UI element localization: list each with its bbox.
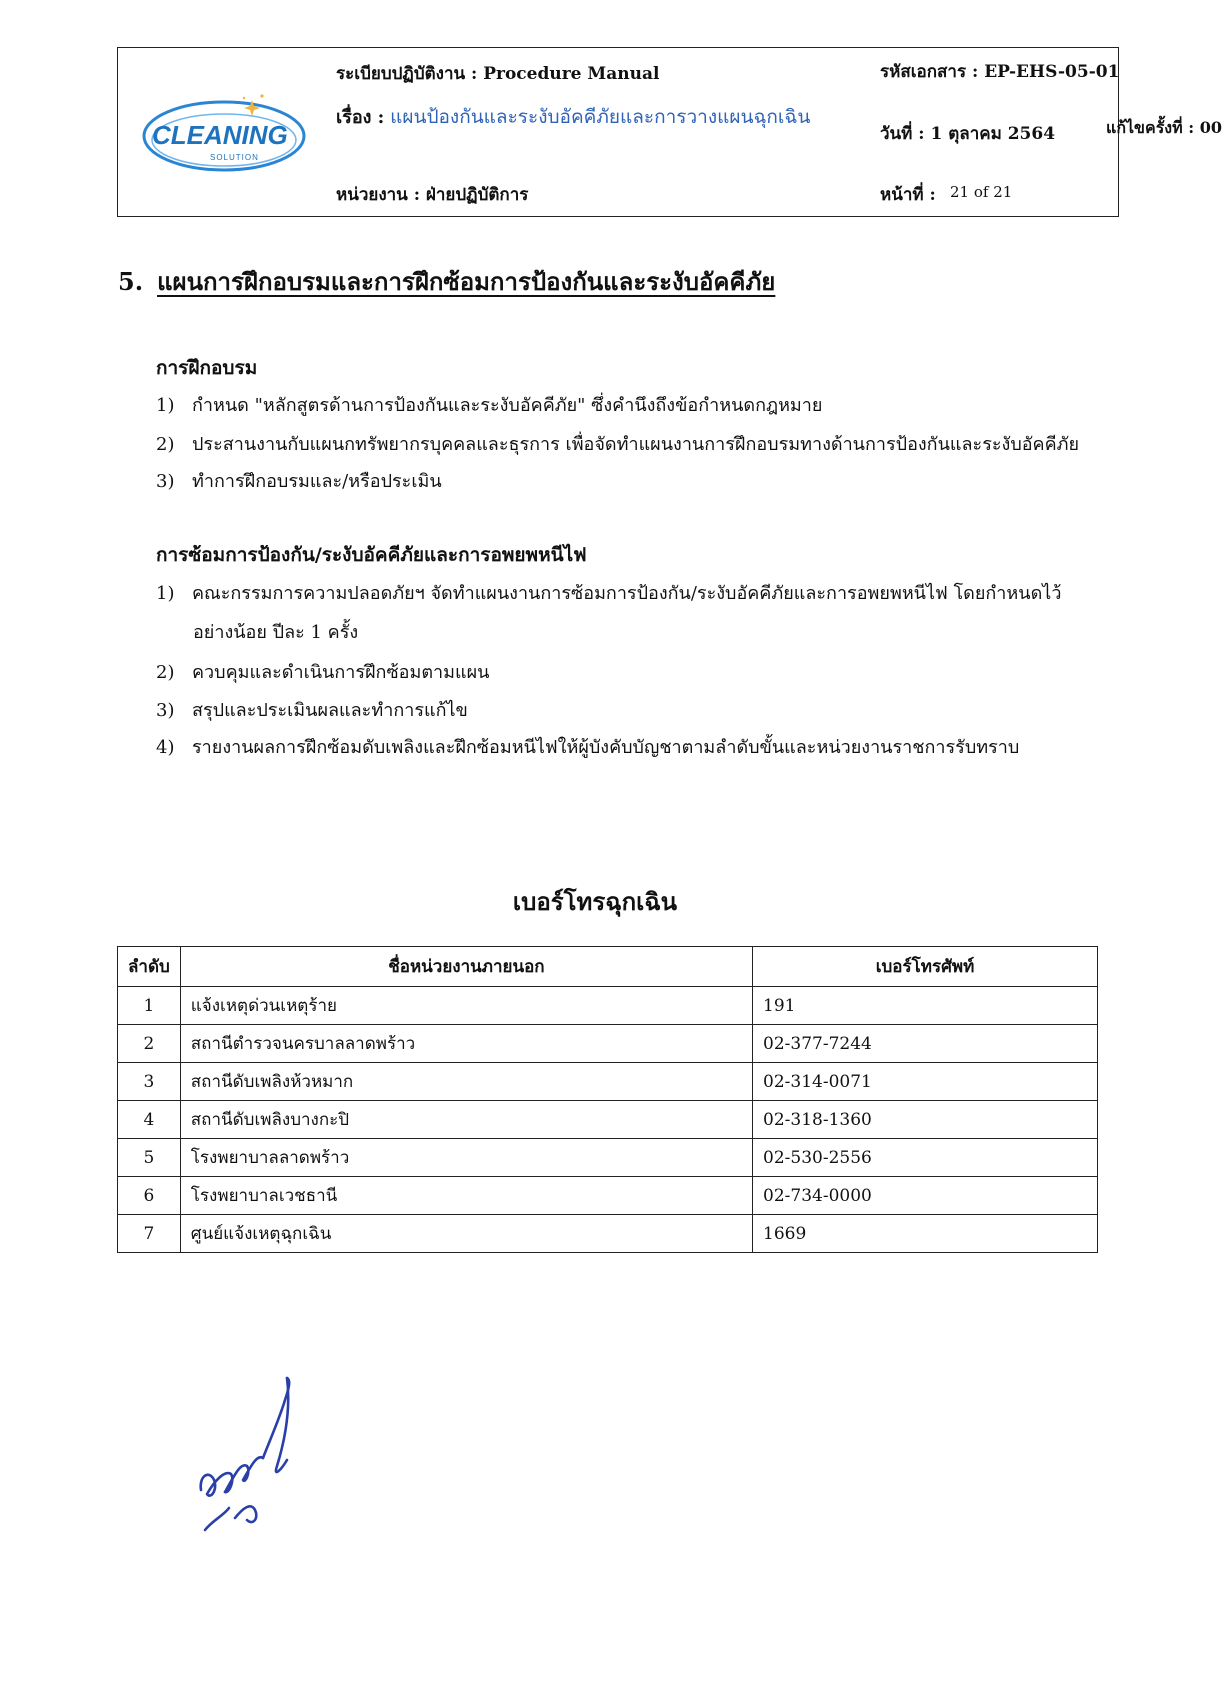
unit: หน่วยงาน : ฝ่ายปฏิบัติการ [336, 185, 529, 205]
row-phone: 02-530-2556 [753, 1139, 1098, 1177]
item-text: คณะกรรมการความปลอดภัยฯ จัดทำแผนงานการซ้อมการป้องกัน/ระงับอัคคีภัยและการอพยพหนีไฟ โดยกำหนดไว้ [192, 583, 1062, 604]
item-number: 3) [156, 471, 175, 492]
section-number: 5. [118, 267, 144, 296]
row-name: แจ้งเหตุด่วนเหตุร้าย [180, 987, 752, 1025]
row-name: ศูนย์แจ้งเหตุฉุกเฉิน [180, 1215, 752, 1253]
document-header [117, 47, 1222, 217]
list-item [156, 657, 489, 686]
logo-cell [118, 48, 328, 215]
list-item [156, 732, 1019, 761]
date-cell [870, 92, 1096, 171]
row-no: 6 [118, 1177, 181, 1215]
row-no: 5 [118, 1139, 181, 1177]
subject-cell [328, 96, 870, 171]
item-text: รายงานผลการฝึกซ้อมดับเพลิงและฝึกซ้อมหนีไฟให้ผู้บังคับบัญชาตามลำดับขั้นและหน่วยงานราชการรับทราบ [192, 737, 1020, 758]
row-name: สถานีดับเพลิงบางกะปิ [180, 1101, 752, 1139]
row-phone: 1669 [753, 1215, 1098, 1253]
drill-heading: การซ้อมการป้องกัน/ระงับอัคคีภัยและการอพยพหนีไฟ [156, 544, 587, 566]
row-name: โรงพยาบาลเวชธานี [180, 1177, 752, 1215]
list-item [156, 466, 442, 495]
row-no: 4 [118, 1101, 181, 1139]
item-number: 2) [156, 434, 175, 455]
revision-cell [1096, 92, 1222, 171]
section-title [118, 262, 775, 301]
procedure-label: ระเบียบปฏิบัติงาน : Procedure Manual [336, 64, 660, 84]
row-phone: 02-314-0071 [753, 1063, 1098, 1101]
table-row [118, 1063, 1098, 1101]
doc-date: วันที่ : 1 ตุลาคม 2564 [880, 124, 1056, 144]
col-header-name: ชื่อหน่วยงานภายนอก [180, 947, 752, 987]
item-number: 4) [156, 737, 175, 758]
doc-code: รหัสเอกสาร : EP-EHS-05-01 [880, 62, 1120, 82]
table-row [118, 1215, 1098, 1253]
procedure-cell [328, 48, 870, 96]
page-label: หน้าที่ : [880, 185, 936, 205]
section-title-text: แผนการฝึกอบรมและการฝึกซ้อมการป้องกันและระงับอัคคีภัย [157, 267, 776, 296]
item-text: สรุปและประเมินผลและทำการแก้ไข [192, 700, 468, 721]
subject-value: แผนป้องกันและระงับอัคคีภัยและการวางแผนฉุกเฉิน [390, 106, 811, 128]
row-phone: 02-377-7244 [753, 1025, 1098, 1063]
row-phone: 02-318-1360 [753, 1101, 1098, 1139]
item-number: 2) [156, 662, 175, 683]
revision: แก้ไขครั้งที่ : 00 [1106, 118, 1222, 137]
table-row [118, 987, 1098, 1025]
row-name: สถานีดับเพลิงห้วหมาก [180, 1063, 752, 1101]
subject [336, 100, 866, 135]
table-row [118, 1025, 1098, 1063]
item-text: ทำการฝึกอบรมและ/หรือประเมิน [192, 471, 442, 492]
emergency-table [117, 946, 1098, 1253]
logo-wordmark: CLEANING [152, 120, 288, 150]
emergency-title: เบอร์โทรฉุกเฉิน [512, 887, 678, 916]
item-text: กำหนด "หลักสูตรด้านการป้องกันและระงับอัคคีภัย" ซึ่งคำนึงถึงข้อกำหนดกฎหมาย [192, 395, 823, 416]
list-item [156, 429, 1079, 458]
row-name: สถานีตำรวจนครบาลลาดพร้าว [180, 1025, 752, 1063]
list-item [156, 578, 1061, 607]
logo-subtext: SOLUTION [210, 153, 259, 162]
row-phone: 02-734-0000 [753, 1177, 1098, 1215]
row-no: 1 [118, 987, 181, 1025]
subject-label: เรื่อง : [336, 107, 385, 128]
item-text: ควบคุมและดำเนินการฝึกซ้อมตามแผน [192, 662, 490, 683]
row-phone: 191 [753, 987, 1098, 1025]
list-item [156, 390, 822, 419]
item-continuation: อย่างน้อย ปีละ 1 ครั้ง [193, 622, 359, 643]
row-no: 7 [118, 1215, 181, 1253]
item-number: 3) [156, 700, 175, 721]
table-row [118, 1101, 1098, 1139]
table-header-row [118, 947, 1098, 987]
row-name: โรงพยาบาลลาดพร้าว [180, 1139, 752, 1177]
col-header-no: ลำดับ [118, 947, 181, 987]
signature [195, 1370, 305, 1540]
item-text: ประสานงานกับแผนกทรัพยากรบุคคลและธุรการ เพื่อจัดทำแผนงานการฝึกอบรมทางด้านการป้องกันและระงับอัคคีภัย [192, 434, 1080, 455]
item-number: 1) [156, 583, 175, 604]
item-number: 1) [156, 395, 175, 416]
row-no: 3 [118, 1063, 181, 1101]
col-header-phone: เบอร์โทรศัพท์ [753, 947, 1098, 987]
table-row [118, 1177, 1098, 1215]
unit-cell [328, 171, 870, 215]
table-row [118, 1139, 1098, 1177]
training-heading: การฝึกอบรม [156, 357, 258, 379]
row-no: 2 [118, 1025, 181, 1063]
doc-code-cell [870, 48, 1118, 92]
page-cell [870, 171, 1118, 215]
company-logo [140, 88, 308, 178]
list-item [156, 695, 468, 724]
page-value: 21 of 21 [950, 183, 1013, 201]
